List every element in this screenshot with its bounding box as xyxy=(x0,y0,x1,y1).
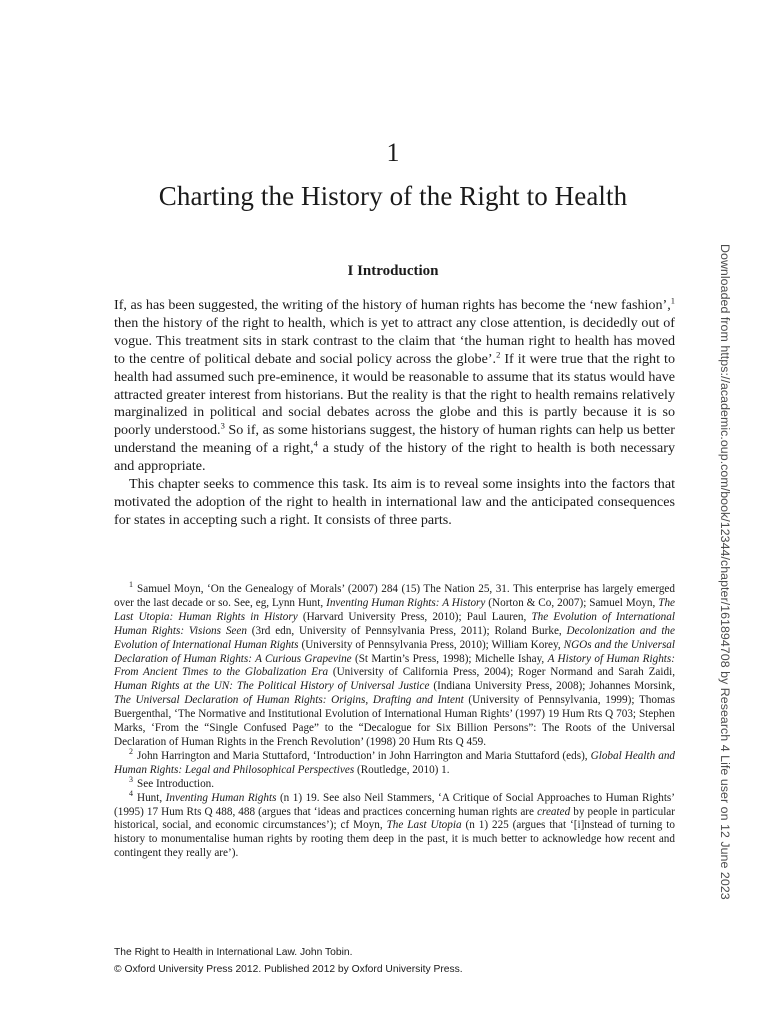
footnote-ref-2[interactable]: 2 xyxy=(496,349,501,360)
chapter-number: 1 xyxy=(386,138,400,167)
footnote-ref-1[interactable]: 1 xyxy=(670,295,675,306)
footnote-citation: Decolonization and the Evolution of International Human Rights xyxy=(114,624,675,651)
chapter-title: Charting the History of the Right to Health xyxy=(158,181,628,211)
footnote-number: 2 xyxy=(129,747,133,757)
footnote-citation: Inventing Human Rights: A History xyxy=(326,596,486,609)
footnote-citation: Global Health and Human Rights: Legal and Philosophical Perspectives xyxy=(114,749,676,776)
download-watermark-text: Downloaded from https://academic.oup.com/book/12344/chapter/161894708 by Research 4 Life user on 12 June 2023 xyxy=(718,244,732,900)
footnote-text: (n 1) 19. See also Neil Stammers, ‘A Critique of Social Approaches to Human Rights’ (1995) 17 Hum Rts Q 488, 488 (argues that ‘ideas and practices concerning human rights are xyxy=(114,791,676,818)
footnote-text: (University of California Press, 2004); Roger Normand and Sarah Zaidi, xyxy=(328,666,675,679)
footnote-text: (University of Pennsylvania, 1999); Thomas Buergenthal, ‘The Normative and Institutional Evolution of International Human Rights’ (1997) 19 Hum Rts Q 703; Stephen Marks, ‘From the “Single Confused Page” to the “Decalogue for Six Billion Persons”: The Roots of the Universal Declaration of Human Rights in the French Revolution’ (1998) 20 Hum Rts Q 459. xyxy=(114,694,675,748)
imprint-book-line: The Right to Health in International Law. John Tobin. xyxy=(114,947,353,958)
footnote-citation: NGOs and the Universal Declaration of Human Rights: A Curious Grapevine xyxy=(114,638,675,665)
footnote-text: See Introduction. xyxy=(137,777,215,790)
footnote-4 xyxy=(114,788,676,862)
footnote-text: (Routledge, 2010) 1. xyxy=(354,763,450,776)
footnote-citation: The Last Utopia xyxy=(386,819,462,832)
footnote-number: 3 xyxy=(129,774,133,784)
footnote-text: John Harrington and Maria Stuttaford, ‘Introduction’ in John Harrington and Maria Stuttaford (eds), xyxy=(137,749,591,762)
footnote-text: Samuel Moyn, ‘On the Genealogy of Morals’ (2007) 284 (15) The Nation 25, 31. This enterprise has largely emerged over the last decade or so. See, eg, Lynn Hunt, xyxy=(114,583,675,609)
footnote-citation: A History of Human Rights: From Ancient Times to the Globalization Era xyxy=(114,652,675,679)
footnote-citation: created xyxy=(537,805,571,818)
footnote-text: by people in particular historical, social, and economic circumstances’); cf Moyn, xyxy=(114,805,675,832)
footnote-text: Hunt, xyxy=(137,791,166,804)
footnote-citation: Human Rights at the UN: The Political History of Universal Justice xyxy=(114,680,430,693)
footnote-text: (3rd edn, University of Pennsylvania Press, 2011); Roland Burke, xyxy=(246,624,567,637)
footnote-text: (University of Pennsylvania Press, 2010); William Korey, xyxy=(298,638,564,651)
paragraph-1 xyxy=(114,297,675,476)
paragraph-text: If it were true that the right to health had assumed such pre-eminence, it would be reasonable to assume that its status would have attracted greater interest from historians. But the reality is that the right to health remains relatively marginalized in political and social debates across the globe and this is partly because it is so poorly understood. xyxy=(114,350,675,439)
footnote-text: (Harvard University Press, 2010); Paul Lauren, xyxy=(297,610,532,623)
paragraph-text: then the history of the right to health, which is yet to attract any close attention, is decidedly out of vogue. This treatment sits in stark contrast to the claim that ‘the human right to health has moved to the centre of political debate and social policy across the globe’. xyxy=(114,314,675,367)
footnote-number: 1 xyxy=(129,580,133,590)
paragraph-text: If, as has been suggested, the writing of the history of human rights has become the ‘new fashion’, xyxy=(114,297,671,313)
footnotes xyxy=(114,580,676,861)
imprint-copyright-line: © Oxford University Press 2012. Published 2012 by Oxford University Press. xyxy=(114,963,463,975)
section-heading: I Introduction xyxy=(347,263,439,279)
footnote-number: 4 xyxy=(129,788,133,798)
paragraph-2: This chapter seeks to commence this task. Its aim is to reveal some insights into the factors that motivated the adoption of the right to health in international law and the anticipated consequences for states in accepting such a right. It consists of three parts. xyxy=(114,476,675,528)
footnote-1 xyxy=(114,580,675,750)
footnote-citation: The Last Utopia: Human Rights in History xyxy=(114,596,675,623)
footnote-citation: The Universal Declaration of Human Rights: Origins, Drafting and Intent xyxy=(114,694,464,707)
footnote-citation: Inventing Human Rights xyxy=(165,791,277,804)
download-watermark xyxy=(718,244,742,900)
footnote-text: (n 1) 225 (argues that ‘[i]nstead of turning to history to monumentalise human rights by rooting them deep in the past, it is much better to acknowledge how recent and contingent they really are’). xyxy=(114,819,675,860)
footnote-text: (Norton & Co, 2007); Samuel Moyn, xyxy=(485,596,659,609)
footnote-text: (Indiana University Press, 2008); Johannes Morsink, xyxy=(429,680,675,693)
footnote-2 xyxy=(114,747,676,778)
footnote-ref-3[interactable]: 3 xyxy=(220,420,225,431)
footnote-text: (St Martin’s Press, 1998); Michelle Ishay, xyxy=(351,652,548,665)
paragraph-text: a study of the history of the right to health is both necessary and appropriate. xyxy=(114,440,676,475)
footnote-citation: The Evolution of International Human Rights: Visions Seen xyxy=(114,610,675,637)
footnote-ref-4[interactable]: 4 xyxy=(313,438,318,449)
paragraph-text: So if, as some historians suggest, the history of human rights can help us better understand the meaning of a right, xyxy=(114,422,675,457)
body-text xyxy=(114,297,675,530)
footnote-3 xyxy=(114,774,675,792)
imprint xyxy=(114,945,674,978)
